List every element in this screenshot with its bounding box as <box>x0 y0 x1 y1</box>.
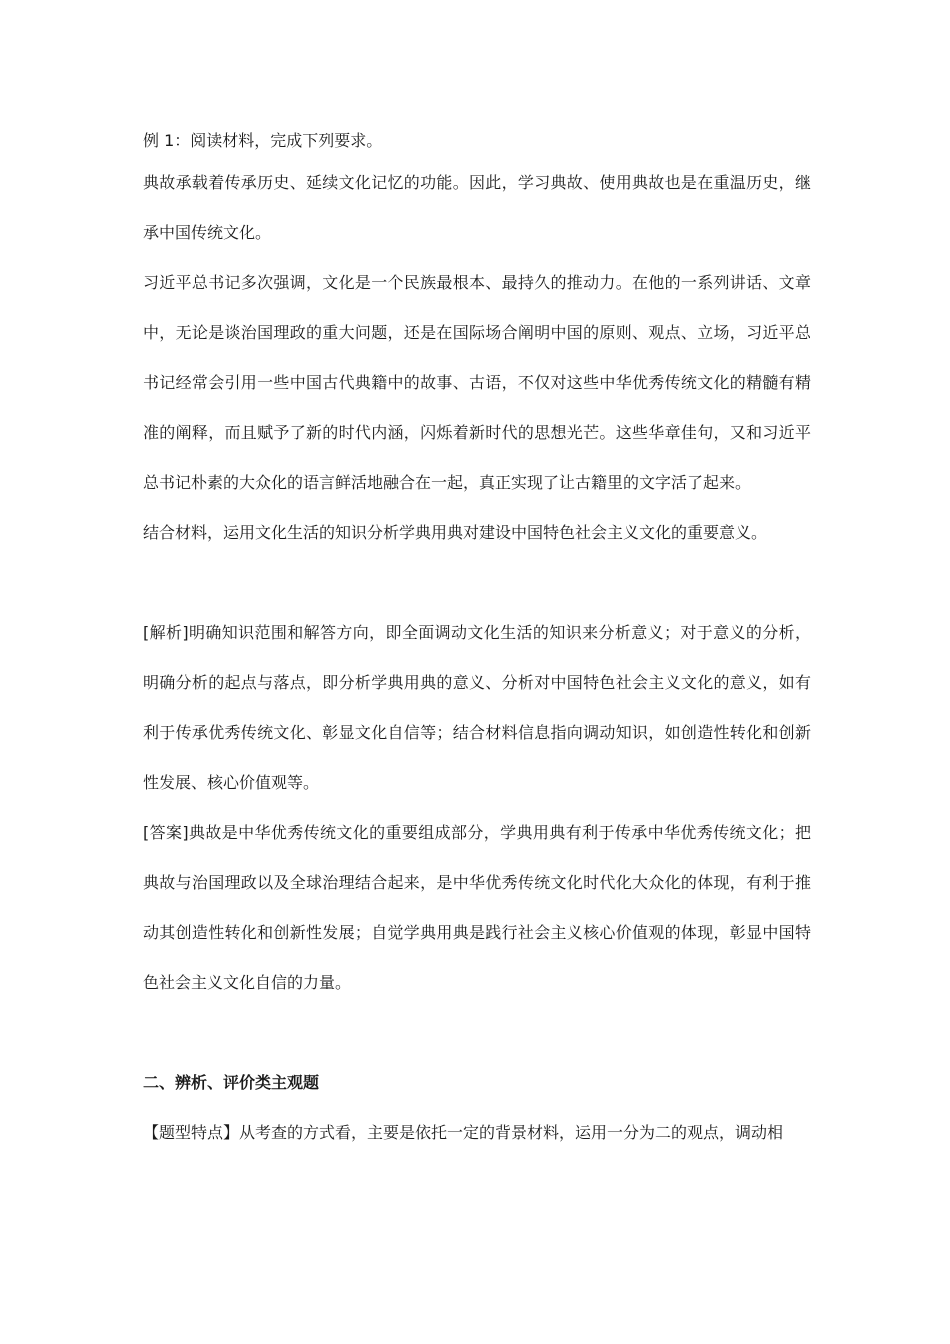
document-page <box>143 124 811 1158</box>
answer-paragraph: [答案]典故是中华优秀传统文化的重要组成部分，学典用典有利于传承中华优秀传统文化；把典故与治国理政以及全球治理结合起来，是中华优秀传统文化时代化大众化的体现，有利于推动其创造性转化和创新性发展；自觉学典用典是践行社会主义核心价值观的体现，彰显中国特色社会主义文化自信的力量。 <box>143 823 811 992</box>
material-paragraph-2: 习近平总书记多次强调，文化是一个民族最根本、最持久的推动力。在他的一系列讲话、文章中，无论是谈治国理政的重大问题，还是在国际场合阐明中国的原则、观点、立场，习近平总书记经常会引用一些中国古代典籍中的故事、古语，不仅对这些中华优秀传统文化的精髓有精准的阐释，而且赋予了新的时代内涵，闪烁着新时代的思想光芒。这些华章佳句，又和习近平总书记朴素的大众化的语言鲜活地融合在一起，真正实现了让古籍里的文字活了起来。 <box>143 273 811 492</box>
example-prompt: 例 1：阅读材料，完成下列要求。 <box>143 131 383 150</box>
question-text: 结合材料，运用文化生活的知识分析学典用典对建设中国特色社会主义文化的重要意义。 <box>143 523 768 542</box>
material-paragraph-1: 典故承载着传承历史、延续文化记忆的功能。因此，学习典故、使用典故也是在重温历史，继承中国传统文化。 <box>143 173 811 242</box>
analysis-paragraph: [解析]明确知识范围和解答方向，即全面调动文化生活的知识来分析意义；对于意义的分析，明确分析的起点与落点，即分析学典用典的意义、分析对中国特色社会主义文化的意义，如有利于传承优秀传统文化、彰显文化自信等；结合材料信息指向调动知识，如创造性转化和创新性发展、核心价值观等。 <box>143 623 811 792</box>
question-type-feature: 【题型特点】从考查的方式看，主要是依托一定的背景材料，运用一分为二的观点，调动相 <box>143 1123 784 1142</box>
section-heading: 二、辨析、评价类主观题 <box>143 1073 320 1092</box>
